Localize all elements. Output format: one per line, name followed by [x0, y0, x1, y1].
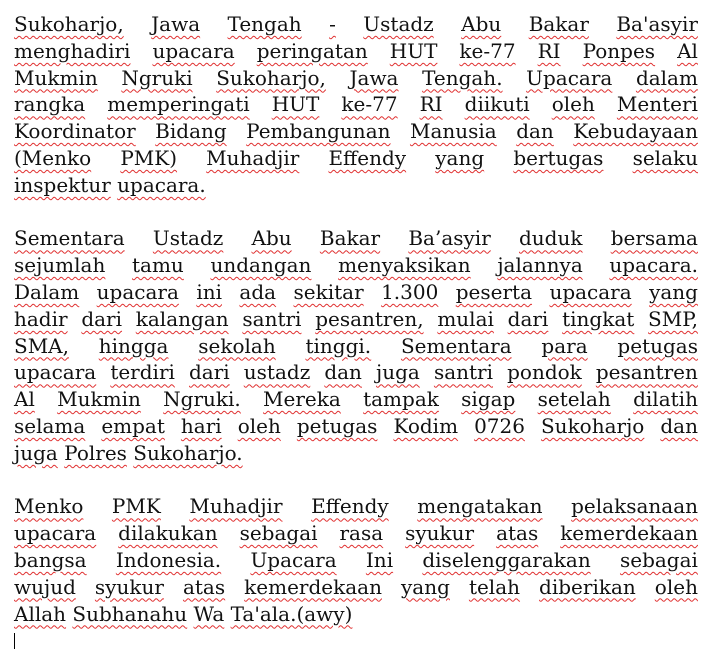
word: dan — [516, 119, 554, 144]
word: diberikan — [539, 574, 636, 599]
word: inspektur — [14, 172, 111, 197]
word: upacara — [152, 38, 235, 63]
word: Mukmin — [14, 65, 98, 90]
word: Ustadz — [152, 226, 224, 251]
word: Ba'asyir — [616, 12, 698, 36]
word: Upacara — [250, 547, 337, 572]
word: tinggi. — [305, 333, 372, 358]
text-line — [14, 440, 698, 467]
word: Ini — [365, 547, 394, 572]
word: upacara — [14, 521, 97, 546]
word: Menko — [14, 494, 84, 519]
text-line — [14, 118, 698, 145]
word: Abu — [461, 12, 502, 36]
word: Muhadjir — [206, 145, 300, 170]
word: setelah — [537, 387, 611, 412]
word: wujud — [14, 574, 76, 599]
text-line — [14, 91, 698, 118]
word: dan — [324, 360, 362, 385]
word: menyaksikan — [338, 253, 471, 278]
word: mulai — [437, 306, 494, 331]
word: dan — [660, 413, 698, 438]
word: yang — [401, 574, 450, 599]
word: Al — [677, 38, 698, 63]
word: dalam — [635, 65, 698, 90]
word: Bidang — [155, 119, 227, 144]
text-line — [14, 493, 698, 520]
word: Jawa — [349, 65, 399, 90]
word: peserta — [455, 279, 533, 304]
paragraph-2 — [14, 225, 698, 466]
word: Mereka — [263, 387, 341, 412]
word: dari — [81, 306, 123, 331]
word: - — [329, 12, 336, 36]
word: petugas — [296, 413, 378, 438]
word: santri — [242, 306, 302, 331]
word: Jawa — [151, 12, 201, 36]
word: ini — [196, 279, 222, 304]
word: yang — [435, 145, 485, 170]
word: PMK) — [120, 145, 178, 170]
word: RI — [419, 92, 443, 117]
word: terdiri — [110, 360, 175, 385]
word: syukur — [94, 574, 164, 599]
word: dari — [189, 360, 230, 385]
word: Tengah. — [422, 65, 503, 90]
word: Menteri — [616, 92, 698, 117]
word: rasa — [339, 521, 384, 546]
word: Koordinator — [14, 119, 136, 144]
word: tingkat — [562, 306, 635, 331]
word: atas — [496, 521, 539, 546]
word: Abu — [251, 226, 292, 251]
word: kemerdekaan — [560, 521, 698, 546]
text-line — [14, 306, 698, 333]
text-line — [14, 172, 698, 199]
word: sebagai — [619, 547, 698, 572]
word: duduk — [518, 226, 583, 251]
text-line — [14, 601, 698, 628]
word: SMP, — [648, 306, 698, 331]
word: SMA, — [14, 333, 69, 358]
word: sebagai — [239, 521, 318, 546]
word: Ba’asyir — [408, 226, 491, 251]
word: dilatih — [633, 387, 698, 412]
word: bertugas — [513, 145, 604, 170]
word: kalangan — [135, 306, 229, 331]
word: Ta'ala.(awy) — [230, 601, 353, 626]
word: undangan — [210, 253, 312, 278]
word: Muhadjir — [189, 494, 283, 519]
word: kemerdekaan — [244, 574, 382, 599]
word: para — [541, 333, 588, 358]
word: Bakar — [528, 12, 589, 36]
word: pelaksanaan — [571, 494, 698, 519]
word: sekolah — [198, 333, 276, 358]
word: sekitar — [293, 279, 364, 304]
word: diselenggarakan — [422, 547, 591, 572]
text-line — [14, 225, 698, 252]
word: oleh — [551, 92, 595, 117]
word: (Menko — [14, 145, 92, 170]
word: sejumlah — [14, 253, 106, 278]
word: Ngruki. — [163, 387, 241, 412]
text-line — [14, 574, 698, 601]
word: pondok — [507, 360, 582, 385]
word: Polres — [64, 440, 127, 465]
word: santri — [433, 360, 493, 385]
word: diikuti — [464, 92, 530, 117]
document-body[interactable] — [14, 11, 698, 627]
word: 0726 — [474, 413, 525, 438]
text-line — [14, 252, 698, 279]
paragraph-3 — [14, 493, 698, 627]
word: HUT — [271, 92, 320, 117]
word: Ustadz — [363, 12, 434, 36]
word: memperingati — [107, 92, 250, 117]
word: Ngruki — [121, 65, 193, 90]
word: tamu — [132, 253, 184, 278]
word: 1.300 — [381, 279, 439, 304]
word: ke-77 — [341, 92, 398, 117]
word: Effendy — [311, 494, 389, 519]
word: Sukoharjo. — [133, 440, 243, 465]
text-line — [14, 413, 698, 440]
word: Sukoharjo, — [14, 12, 124, 36]
word: ada — [239, 279, 277, 304]
word: upacara. — [609, 253, 698, 278]
word: Sementara — [14, 226, 125, 251]
word: Allah — [14, 601, 67, 626]
word: bangsa — [14, 547, 87, 572]
word: hari — [180, 413, 222, 438]
word: telah — [468, 574, 521, 599]
text-line — [14, 38, 698, 65]
text-line — [14, 547, 698, 574]
word: Tengah — [227, 12, 302, 36]
word: upacara — [549, 279, 632, 304]
text-cursor — [14, 633, 15, 649]
text-line — [14, 520, 698, 547]
word: Al — [14, 387, 35, 412]
word: Dalam — [14, 279, 80, 304]
text-line — [14, 11, 698, 38]
word: upacara — [14, 360, 97, 385]
word: selama — [14, 413, 86, 438]
word: Sukoharjo, — [216, 65, 326, 90]
word: Sukoharjo — [540, 413, 645, 438]
word: PMK — [111, 494, 161, 519]
word: Ponpes — [582, 38, 656, 63]
word: jalannya — [497, 253, 583, 278]
text-line — [14, 386, 698, 413]
word: menghadiri — [14, 38, 131, 63]
word: Sementara — [400, 333, 512, 358]
word: Bakar — [319, 226, 381, 251]
text-line — [14, 65, 698, 92]
word: Upacara — [526, 65, 613, 90]
word: ustadz — [243, 360, 311, 385]
word: peringatan — [256, 38, 368, 63]
word: mengatakan — [417, 494, 543, 519]
word: oleh — [654, 574, 698, 599]
word: atas — [182, 574, 226, 599]
word: Wa — [193, 601, 225, 626]
word: rangka — [14, 92, 86, 117]
word: syukur — [405, 521, 475, 546]
word: ke-77 — [459, 38, 516, 63]
text-line — [14, 279, 698, 306]
text-line — [14, 333, 698, 360]
word: Kodim — [393, 413, 459, 438]
word: upacara — [96, 279, 179, 304]
word: RI — [537, 38, 561, 63]
word: sigap — [461, 387, 516, 412]
word: HUT — [389, 38, 438, 63]
word: tampak — [363, 387, 439, 412]
word: Kebudayaan — [573, 119, 698, 144]
text-line — [14, 359, 698, 386]
word: Manusia — [409, 119, 497, 144]
word: Pembangunan — [246, 119, 391, 144]
word: upacara. — [117, 172, 206, 197]
word: pesantren, — [315, 306, 424, 331]
word: Indonesia. — [115, 547, 222, 572]
word: oleh — [237, 413, 281, 438]
word: Mukmin — [57, 387, 141, 412]
word: juga — [376, 360, 420, 385]
word: pesantren — [595, 360, 698, 385]
word: selaku — [632, 145, 698, 170]
word: hadir — [14, 306, 68, 331]
word: yang — [649, 279, 698, 304]
text-line — [14, 145, 698, 172]
word: hingga — [98, 333, 169, 358]
word: juga — [14, 440, 58, 465]
word: petugas — [617, 333, 698, 358]
paragraph-1 — [14, 11, 698, 199]
word: Effendy — [328, 145, 407, 170]
word: Subhanahu — [72, 601, 188, 626]
word: dilakukan — [118, 521, 218, 546]
word: bersama — [610, 226, 698, 251]
word: dari — [507, 306, 549, 331]
word: empat — [101, 413, 165, 438]
